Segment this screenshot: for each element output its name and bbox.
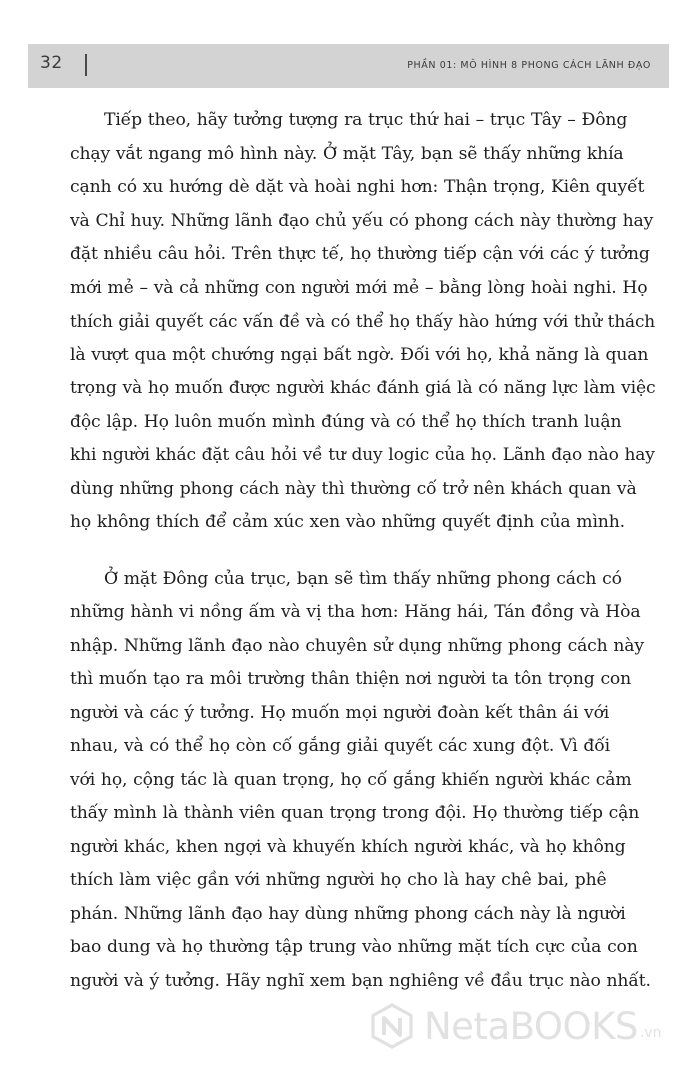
paragraph-west bbox=[70, 104, 655, 540]
header-divider bbox=[85, 54, 87, 76]
text-line: Tiếp theo, hãy tưởng tượng ra trục thứ hai – trục Tây – Đông bbox=[104, 110, 628, 130]
watermark-suffix: .vn bbox=[639, 1025, 662, 1041]
text-line: nhau, và có thể họ còn cố gắng giải quyết các xung đột. Vì đối bbox=[70, 736, 610, 756]
text-line: người khác, khen ngợi và khuyến khích người khác, và họ không bbox=[70, 836, 626, 857]
text-line: nhập. Những lãnh đạo nào chuyên sử dụng những phong cách này bbox=[70, 635, 644, 656]
text-line: chạy vắt ngang mô hình này. Ở mặt Tây, bạn sẽ thấy những khía bbox=[70, 143, 624, 164]
text-line: trọng và họ muốn được người khác đánh giá là có năng lực làm việc bbox=[70, 378, 656, 398]
text-line: bao dung và họ thường tập trung vào những mặt tích cực của con bbox=[70, 937, 638, 957]
text-line: họ không thích để cảm xúc xen vào những quyết định của mình. bbox=[70, 512, 625, 532]
text-line: đặt nhiều câu hỏi. Trên thực tế, họ thường tiếp cận với các ý tưởng bbox=[70, 244, 650, 264]
neta-hexagon-logo-icon bbox=[368, 1002, 416, 1050]
page-number: 32 bbox=[40, 53, 63, 73]
text-line: và Chỉ huy. Những lãnh đạo chủ yếu có phong cách này thường hay bbox=[70, 210, 654, 231]
text-line: dùng những phong cách này thì thường cố trở nên khách quan và bbox=[70, 478, 637, 499]
text-line: cạnh có xu hướng dè dặt và hoài nghi hơn: Thận trọng, Kiên quyết bbox=[70, 177, 645, 197]
text-line: thì muốn tạo ra môi trường thân thiện nơi người ta tôn trọng con bbox=[70, 669, 632, 689]
text-line: là vượt qua một chướng ngại bất ngờ. Đối với họ, khả năng là quan bbox=[70, 344, 649, 365]
text-line: người và các ý tưởng. Họ muốn mọi người đoàn kết thân ái với bbox=[70, 702, 610, 723]
text-line: những hành vi nồng ấm và vị tha hơn: Hăng hái, Tán đồng và Hòa bbox=[70, 602, 641, 622]
text-line: thích làm việc gần với những người họ cho là hay chê bai, phê bbox=[70, 870, 607, 890]
running-header bbox=[28, 44, 669, 88]
text-line: thấy mình là thành viên quan trọng trong đội. Họ thường tiếp cận bbox=[70, 803, 640, 823]
text-line: mới mẻ – và cả những con người mới mẻ – bằng lòng hoài nghi. Họ bbox=[70, 277, 648, 298]
chapter-title: PHẦN 01: MÔ HÌNH 8 PHONG CÁCH LÃNH ĐẠO bbox=[407, 60, 651, 71]
body-text bbox=[70, 104, 655, 998]
paragraph-east bbox=[70, 563, 655, 999]
text-line: với họ, cộng tác là quan trọng, họ cố gắng khiến người khác cảm bbox=[70, 769, 632, 790]
paragraph-gap bbox=[70, 540, 655, 563]
text-line: phán. Những lãnh đạo hay dùng những phong cách này là người bbox=[70, 903, 626, 924]
text-line: khi người khác đặt câu hỏi về tư duy logic của họ. Lãnh đạo nào hay bbox=[70, 445, 655, 465]
text-line: Ở mặt Đông của trục, bạn sẽ tìm thấy những phong cách có bbox=[104, 568, 622, 589]
watermark-brand: NetaBOOKS bbox=[424, 1004, 638, 1048]
text-line: thích giải quyết các vấn đề và có thể họ thấy hào hứng với thử thách bbox=[70, 311, 656, 331]
text-line: người và ý tưởng. Hãy nghĩ xem bạn nghiêng về đầu trục nào nhất. bbox=[70, 970, 651, 991]
text-line: độc lập. Họ luôn muốn mình đúng và có thể họ thích tranh luận bbox=[70, 411, 622, 432]
netabooks-watermark bbox=[368, 998, 661, 1054]
